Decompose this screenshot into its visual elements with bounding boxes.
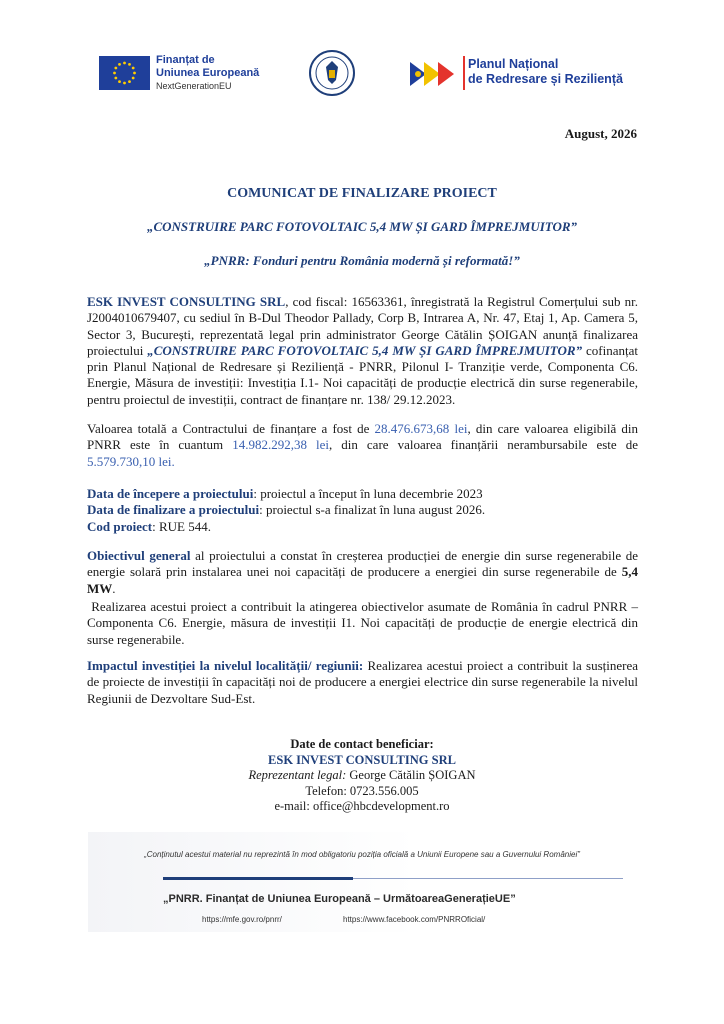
grant-value: 5.579.730,10 lei. xyxy=(87,453,175,469)
eu-star xyxy=(114,77,117,80)
start-date-text: : proiectul a început în luna decembrie 2023 xyxy=(253,486,483,501)
footer-disclaimer: „Conținutul acestui material nu reprezintă în mod obligatoriu poziția oficială a Uniunii Europene sau a Guvernului României” xyxy=(144,850,580,859)
eu-line2: Uniunea Europeană xyxy=(156,67,260,79)
start-date-label: Data de începere a proiectului xyxy=(87,486,254,501)
contribution-text: Realizarea acestui proiect a contribuit la atingerea obiectivelor asumate de România în cadrul PNRR – Componenta C6. Energie, măsura de investiții I1. Noi capacități de producție de energie electrică din surse regenerabile. xyxy=(87,599,639,647)
company-name: ESK INVEST CONSULTING SRL xyxy=(87,294,286,309)
project-dates xyxy=(87,486,638,535)
pnrr-slogan: „PNRR: Fonduri pentru România modernă și reformată!” xyxy=(204,253,520,268)
financing-paragraph xyxy=(87,421,638,470)
start-date-line xyxy=(87,486,638,502)
project-code-line xyxy=(87,519,638,535)
footer-divider-light xyxy=(353,878,623,879)
end-date-line xyxy=(87,502,638,518)
eu-star xyxy=(118,63,121,66)
eu-star xyxy=(128,80,131,83)
footer-divider xyxy=(163,877,623,880)
romanian-government-seal-icon xyxy=(309,50,355,96)
eu-star xyxy=(132,67,135,70)
eu-funding-label xyxy=(156,54,259,93)
logo-header xyxy=(0,48,724,104)
financing-text-a: Valoarea totală a Contractului de finanțare a fost de xyxy=(87,421,375,436)
impact-text: Realizarea acestui proiect a contribuit la susținerea de proiecte de investiții în capacități noi de producere a energiei electrice din surse regenerabile la nivelul Regiunii de Dezvoltare Sud-Est. xyxy=(87,658,638,706)
eu-star xyxy=(123,62,126,65)
intro-text-b: cofinanțat prin Planul Național de Redresare și Reziliență - PNRR, Pilonul I- Tranziție verde, Componenta C6. Energie, Măsura de investiții: Investiția I.1- Noi capacități de producție electrică din surse regenerabile, pentru proiectul de investiții, contract de finanțare nr. 138/ 29.12.2023. xyxy=(87,342,638,407)
facebook-link[interactable]: https://www.facebook.com/PNRROficial/ xyxy=(343,915,486,924)
document-date: August, 2026 xyxy=(564,126,637,141)
rep-label: Reprezentant legal: xyxy=(248,768,350,782)
eu-star xyxy=(133,72,136,75)
impact-paragraph xyxy=(87,658,638,707)
eu-star xyxy=(113,72,116,75)
end-date-text: : proiectul s-a finalizat în luna august 2026. xyxy=(259,502,486,518)
project-title: „CONSTRUIRE PARC FOTOVOLTAIC 5,4 MW ȘI GARD ÎMPREJMUITOR” xyxy=(146,219,578,234)
objective-paragraph xyxy=(87,548,638,597)
intro-paragraph xyxy=(87,294,638,408)
impact-label: Impactul investiției la nivelul localității/ regiunii: xyxy=(87,658,364,673)
project-code-label: Cod proiect xyxy=(87,518,153,534)
pnrr-line1: Planul Național xyxy=(468,57,559,71)
mfe-link[interactable]: https://mfe.gov.ro/pnrr/ xyxy=(202,915,282,924)
eu-star xyxy=(128,63,131,66)
objective-text-a: al proiectului a constat în creșterea producției de energie din surse regenerabile de energie solară prin instalarea unei noi capacități de producere a energiei din surse regenerabile de xyxy=(87,548,638,580)
financing-text-b: , din care valoarea eligibilă din PNRR este în cuantum xyxy=(87,421,638,453)
footer-divider-dark xyxy=(163,877,353,880)
end-date-label: Data de finalizare a proiectului xyxy=(87,502,260,518)
contribution-paragraph xyxy=(87,599,638,648)
eu-flag-icon xyxy=(99,56,150,90)
eu-line3: NextGenerationEU xyxy=(156,81,232,91)
contact-block xyxy=(0,737,724,815)
capacity-value: 5,4 MW xyxy=(87,564,638,596)
contact-phone: Telefon: 0723.556.005 xyxy=(305,783,419,798)
footer-slogan: „PNRR. Finanțat de Uniunea Europeană – UrmătoareaGenerațieUE” xyxy=(163,893,516,905)
eu-star xyxy=(132,77,135,80)
eligible-value: 14.982.292,38 lei xyxy=(232,437,329,453)
eu-star xyxy=(123,82,126,85)
eu-line1: Finanțat de xyxy=(156,54,215,66)
objective-text-b: . xyxy=(112,580,116,596)
intro-text-a: , cod fiscal: 16563361, înregistrată la Registrul Comerțului sub nr. J2004010679407, cu sediul în B-Dul Theodor Pallady, Corp B, Intrarea A, Nr. 47, Etaj 1, Ap. Camera 5, Sector 3, București, reprezentată legal prin administrator George Cătălin ȘOIGAN anunță finalizarea proiectului xyxy=(87,294,638,358)
project-code-text: : RUE 544. xyxy=(152,518,211,534)
contact-representative xyxy=(0,768,724,784)
pnrr-divider xyxy=(463,56,465,90)
eu-star xyxy=(118,80,121,83)
contact-heading: Date de contact beneficiar: xyxy=(290,737,434,751)
eu-star xyxy=(114,67,117,70)
rep-name: George Cătălin ȘOIGAN xyxy=(349,768,476,782)
pnrr-line2: de Redresare și Reziliență xyxy=(468,72,623,86)
pnrr-logo-icon xyxy=(410,60,462,88)
contact-email: e-mail: office@hbcdevelopment.ro xyxy=(274,799,450,813)
pnrr-label xyxy=(468,57,623,87)
document-title: COMUNICAT DE FINALIZARE PROIECT xyxy=(227,186,497,201)
total-value: 28.476.673,68 lei xyxy=(374,421,468,436)
financing-text-c: , din care valoarea finanțării nerambursabile este de xyxy=(328,437,638,453)
objective-label: Obiectivul general xyxy=(87,548,191,563)
contact-company: ESK INVEST CONSULTING SRL xyxy=(268,752,456,767)
project-name: „CONSTRUIRE PARC FOTOVOLTAIC 5,4 MW ȘI GARD ÎMPREJMUITOR” xyxy=(147,342,583,358)
